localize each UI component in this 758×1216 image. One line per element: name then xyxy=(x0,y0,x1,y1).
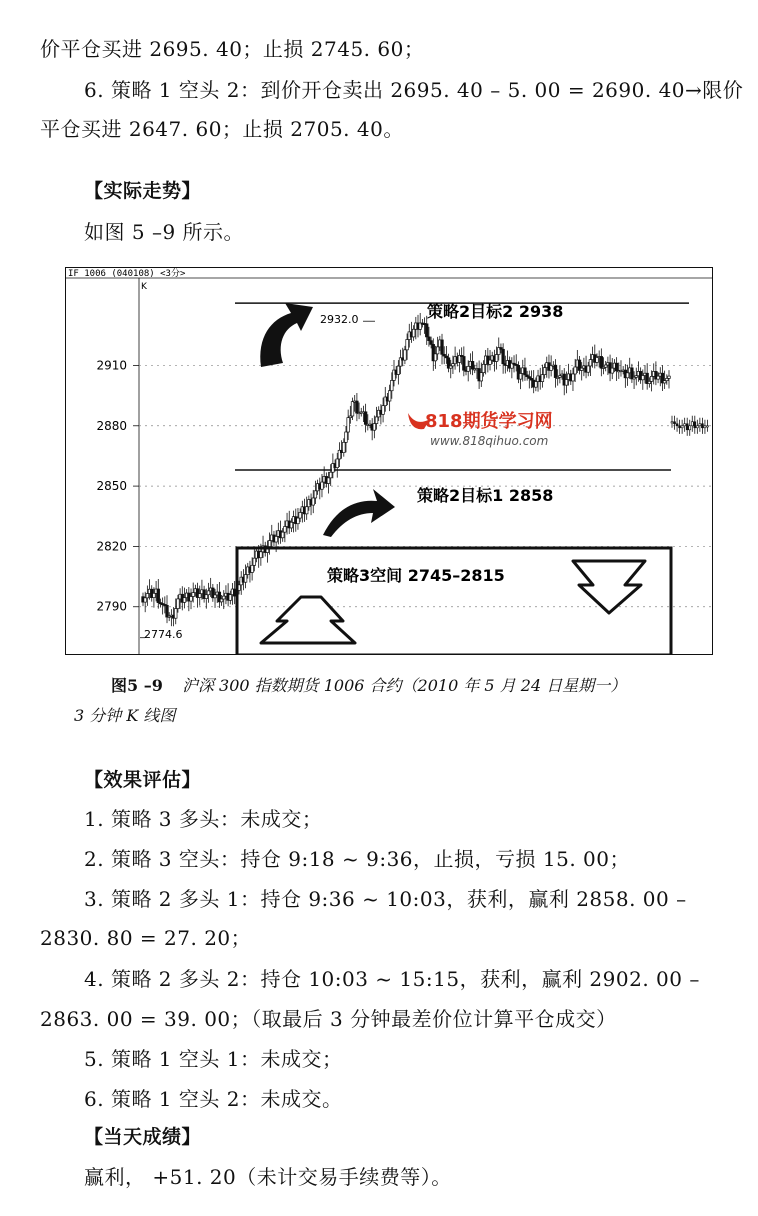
candle-body xyxy=(375,417,378,424)
candle-body xyxy=(482,364,485,372)
candle-body xyxy=(574,367,577,374)
candle-body xyxy=(157,589,160,603)
candle-body xyxy=(572,374,575,381)
candle-body xyxy=(321,482,324,489)
candle-body xyxy=(327,478,330,484)
candle-body xyxy=(342,442,345,452)
candle-body xyxy=(463,356,466,370)
annotation-target-1: 策略2目标1 2858 xyxy=(417,486,554,505)
candle-body xyxy=(412,329,415,337)
y-tick-label: 2850 xyxy=(96,479,127,494)
candle-body xyxy=(351,402,354,416)
candle-body xyxy=(502,349,505,363)
figure-reference: 如图 5 –9 所示。 xyxy=(84,220,245,244)
candle-body xyxy=(284,527,287,533)
candle-body xyxy=(192,593,195,597)
candle-body xyxy=(596,357,599,362)
y-tick-label: 2790 xyxy=(96,599,127,614)
candle-body xyxy=(260,552,263,558)
annotation-low: 2774.6 xyxy=(144,628,183,641)
candle-body xyxy=(589,360,592,366)
candle-body xyxy=(489,360,492,364)
candle-body xyxy=(268,541,271,547)
candle-body xyxy=(183,598,186,603)
candle-body xyxy=(519,373,522,379)
watermark-title: 818期货学习网 xyxy=(425,411,553,432)
candle-body xyxy=(587,366,590,372)
candle-body xyxy=(356,401,359,413)
candle-body xyxy=(222,596,225,599)
candle-body xyxy=(253,558,256,565)
candle-body xyxy=(565,380,568,386)
candle-body xyxy=(543,368,546,375)
candle-body xyxy=(495,355,498,362)
y-tick-label: 2910 xyxy=(96,358,127,373)
candle-body xyxy=(373,424,376,431)
candle-body xyxy=(480,373,483,381)
candle-body xyxy=(650,376,653,381)
candle-body xyxy=(314,491,317,498)
figure-caption-line-1 xyxy=(111,673,626,696)
candle-body xyxy=(696,426,698,428)
eval-item-3-cont: 2830. 80 = 27. 20； xyxy=(40,926,252,950)
candle-body xyxy=(657,376,660,379)
candle-body xyxy=(611,368,614,373)
candle-body xyxy=(676,424,678,426)
candle-body xyxy=(600,356,603,368)
candle-body xyxy=(166,605,169,617)
candle-body xyxy=(434,354,437,361)
candle-body xyxy=(397,366,400,374)
candle-body xyxy=(406,340,409,350)
candle-body xyxy=(430,341,433,345)
candle-body xyxy=(244,575,247,583)
chart-header: IF 1006 (040108) <3分> xyxy=(68,269,186,279)
today-result: 赢利， +51. 20（未计交易手续费等）。 xyxy=(84,1165,452,1189)
candle-body xyxy=(229,595,232,601)
watermark-url: www.818qihuo.com xyxy=(430,434,549,448)
candlestick-chart xyxy=(65,267,713,655)
candle-body xyxy=(541,375,544,382)
eval-item-5: 5. 策略 1 空头 1：未成交； xyxy=(84,1047,343,1071)
eval-item-4: 4. 策略 2 多头 2：持仓 10:03 ~ 15:15，获利，赢利 2902. 00 – xyxy=(84,967,700,991)
candle-body xyxy=(281,532,284,538)
candle-body xyxy=(251,565,254,572)
annotation-strategy-3-range: 策略3空间 2745–2815 xyxy=(327,566,505,585)
figure-caption-text: 沪深 300 指数期货 1006 合约（2010 年 5 月 24 日星期一） xyxy=(181,676,627,695)
candle-body xyxy=(220,599,223,602)
candle-body xyxy=(144,598,147,602)
candle-body xyxy=(436,347,439,354)
candle-body xyxy=(699,424,701,426)
candle-body xyxy=(706,426,708,427)
watermark xyxy=(408,410,553,448)
candle-body xyxy=(347,418,350,432)
text-line-3: 平仓买进 2647. 60；止损 2705. 40。 xyxy=(40,117,404,141)
eval-item-3: 3. 策略 2 多头 1：持仓 9:36 ~ 10:03，获利，赢利 2858. 00 – xyxy=(84,887,687,911)
candle-body xyxy=(305,507,308,514)
candle-body xyxy=(691,422,693,426)
candle-body xyxy=(345,432,348,442)
candle-body xyxy=(153,593,156,597)
figure-caption-line-2: 3 分钟 K 线图 xyxy=(74,706,176,725)
candle-body xyxy=(275,536,278,542)
candle-body xyxy=(177,599,180,609)
candle-body xyxy=(615,363,618,371)
candle-body xyxy=(312,498,315,505)
candle-body xyxy=(214,595,217,598)
candle-body xyxy=(441,340,444,354)
heading-evaluation: 【效果评估】 xyxy=(84,769,202,791)
candle-body xyxy=(190,596,193,601)
eval-item-6: 6. 策略 1 空头 2：未成交。 xyxy=(84,1087,343,1111)
eval-item-1: 1. 策略 3 多头：未成交； xyxy=(84,807,323,831)
candle-body xyxy=(671,422,673,423)
candle-body xyxy=(425,324,428,337)
y-tick-label: 2880 xyxy=(96,418,127,433)
candle-body xyxy=(329,472,332,478)
candle-body xyxy=(681,426,683,428)
candle-body xyxy=(686,424,688,430)
figure-number: 图5 –9 xyxy=(111,676,163,695)
heading-actual-trend: 【实际走势】 xyxy=(84,180,202,202)
candle-body xyxy=(404,350,407,360)
candle-body xyxy=(382,406,385,415)
candle-body xyxy=(554,365,557,377)
candle-body xyxy=(467,366,470,371)
candle-body xyxy=(471,361,474,369)
candle-body xyxy=(428,337,431,341)
heading-today-result: 【当天成绩】 xyxy=(84,1126,202,1148)
y-tick-label: 2820 xyxy=(96,539,127,554)
candle-body xyxy=(626,373,629,378)
candle-body xyxy=(642,376,645,380)
annotation-high: 2932.0 xyxy=(320,313,359,326)
candle-body xyxy=(364,412,367,425)
candle-body xyxy=(704,426,706,428)
candle-body xyxy=(207,591,210,595)
candle-body xyxy=(535,382,538,388)
candle-body xyxy=(198,594,201,598)
candle-body xyxy=(668,376,671,378)
candle-body xyxy=(684,424,686,426)
candle-body xyxy=(701,424,703,428)
candle-body xyxy=(674,422,676,424)
candle-body xyxy=(694,422,696,428)
text-line-1: 价平仓买进 2695. 40；止损 2745. 60； xyxy=(40,37,425,61)
text-line-2: 6. 策略 1 空头 2：到价开仓卖出 2695. 40 – 5. 00 = 2690. 40→限价 xyxy=(84,78,744,102)
candle-body xyxy=(146,594,149,598)
candle-body xyxy=(299,512,302,518)
candle-body xyxy=(689,426,691,430)
candle-body xyxy=(297,518,300,524)
annotation-target-2: 策略2目标2 2938 xyxy=(427,302,564,321)
candle-body xyxy=(205,595,208,599)
candle-body xyxy=(388,391,391,401)
candle-body xyxy=(679,426,681,428)
candle-body xyxy=(174,609,177,619)
candle-body xyxy=(391,380,394,390)
candle-body xyxy=(336,459,339,468)
eval-item-2: 2. 策略 3 空头：持仓 9:18 ~ 9:36，止损，亏损 15. 00； xyxy=(84,847,631,871)
candle-body xyxy=(290,522,293,528)
candle-body xyxy=(524,368,527,375)
eval-item-4-cont: 2863. 00 = 39. 00；（取最后 3 分钟最差价位计算平仓成交） xyxy=(40,1007,617,1031)
y-axis-marker: K xyxy=(141,282,147,292)
